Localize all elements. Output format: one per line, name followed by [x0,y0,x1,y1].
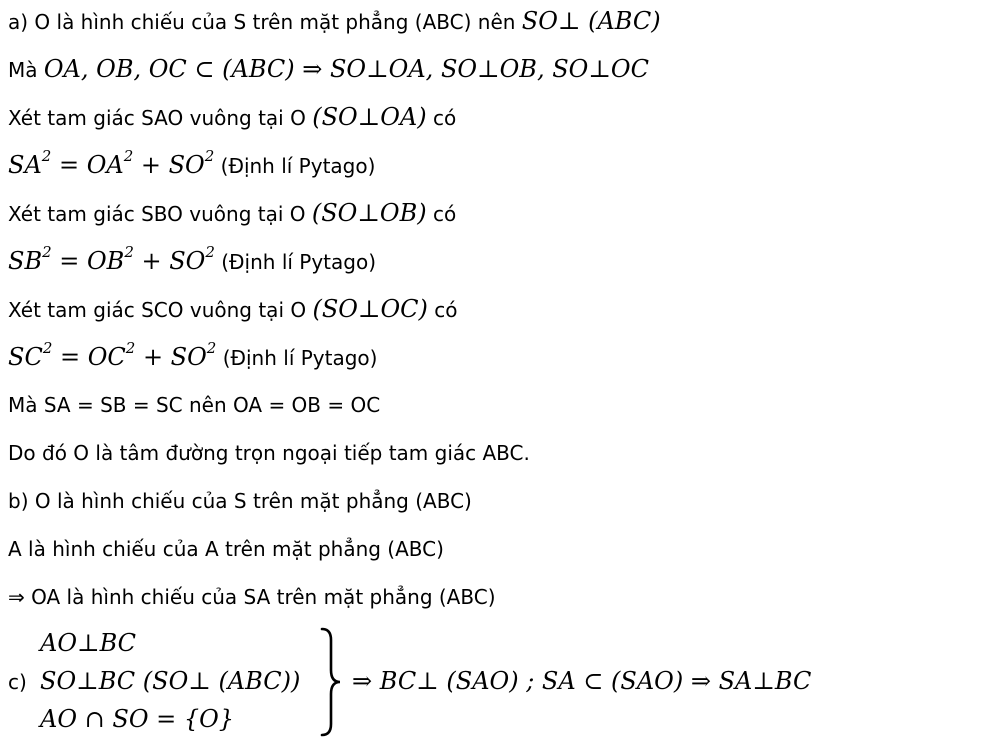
text: Do đó O là tâm đường trọn ngoại tiếp tam giác ABC. [8,441,530,465]
math: SO⊥ (ABC) [521,7,661,35]
text: A là hình chiếu của A trên mặt phẳng (ABC) [8,537,444,561]
text: có [426,202,457,226]
line-conclusion-a [8,438,530,468]
line-equal-lengths [8,390,380,420]
line-projection-a [8,534,444,564]
text: (Định lí Pytago) [216,346,378,370]
condition-ao-perp-bc: AO⊥BC [40,629,137,657]
text: ⇒ OA là hình chiếu của SA trên mặt phẳng (ABC) [8,585,496,609]
text: Xét tam giác SBO vuông tại O [8,202,312,226]
text: b) O là hình chiếu của S trên mặt phẳng (ABC) [8,489,472,513]
math: OA, OB, OC ⊂ (ABC) ⇒ SO⊥OA, SO⊥OB, SO⊥OC [43,55,649,83]
line-triangle-sao [8,102,456,132]
part-c-result: ⇒ BC⊥ (SAO) ; SA ⊂ (SAO) ⇒ SA⊥BC [352,667,812,695]
line-part-b-intro [8,486,472,516]
condition-so-perp-bc: SO⊥BC (SO⊥ (ABC)) [40,667,301,695]
text: Xét tam giác SCO vuông tại O [8,298,313,322]
line-pythagoras-sc [8,339,378,372]
text: có [426,106,457,130]
condition-list [40,624,300,738]
right-brace-icon [316,626,346,738]
text: a) O là hình chiếu của S trên mặt phẳng (ABC) nên [8,10,522,34]
text: (Định lí Pytago) [214,250,377,274]
math: (SO⊥OB) [311,199,427,227]
part-c-label: c) [8,670,27,694]
condition-intersection: AO ∩ SO = {O} [40,705,235,733]
text: (Định lí Pytago) [214,154,376,178]
text: Mà SA = SB = SC nên OA = OB = OC [8,393,381,417]
text: có [427,298,458,322]
line-perpendicular-statements [8,54,649,84]
line-triangle-sbo [8,198,456,228]
text: Mà [8,58,44,82]
line-projection-sa [8,582,496,612]
line-part-a-intro [8,6,661,36]
line-pythagoras-sb [8,243,377,276]
math: (SO⊥OC) [312,295,428,323]
math: (SO⊥OA) [312,103,427,131]
line-pythagoras-sa [8,147,376,180]
text: Xét tam giác SAO vuông tại O [8,106,313,130]
equation: $SC^2 = OC^2 + SO^2$ [8,339,217,371]
part-c-block [8,624,908,744]
line-triangle-sco [8,294,458,324]
equation: $SA^2 = OA^2 + SO^2$ [8,147,215,179]
equation: $SB^2 = OB^2 + SO^2$ [8,243,215,275]
